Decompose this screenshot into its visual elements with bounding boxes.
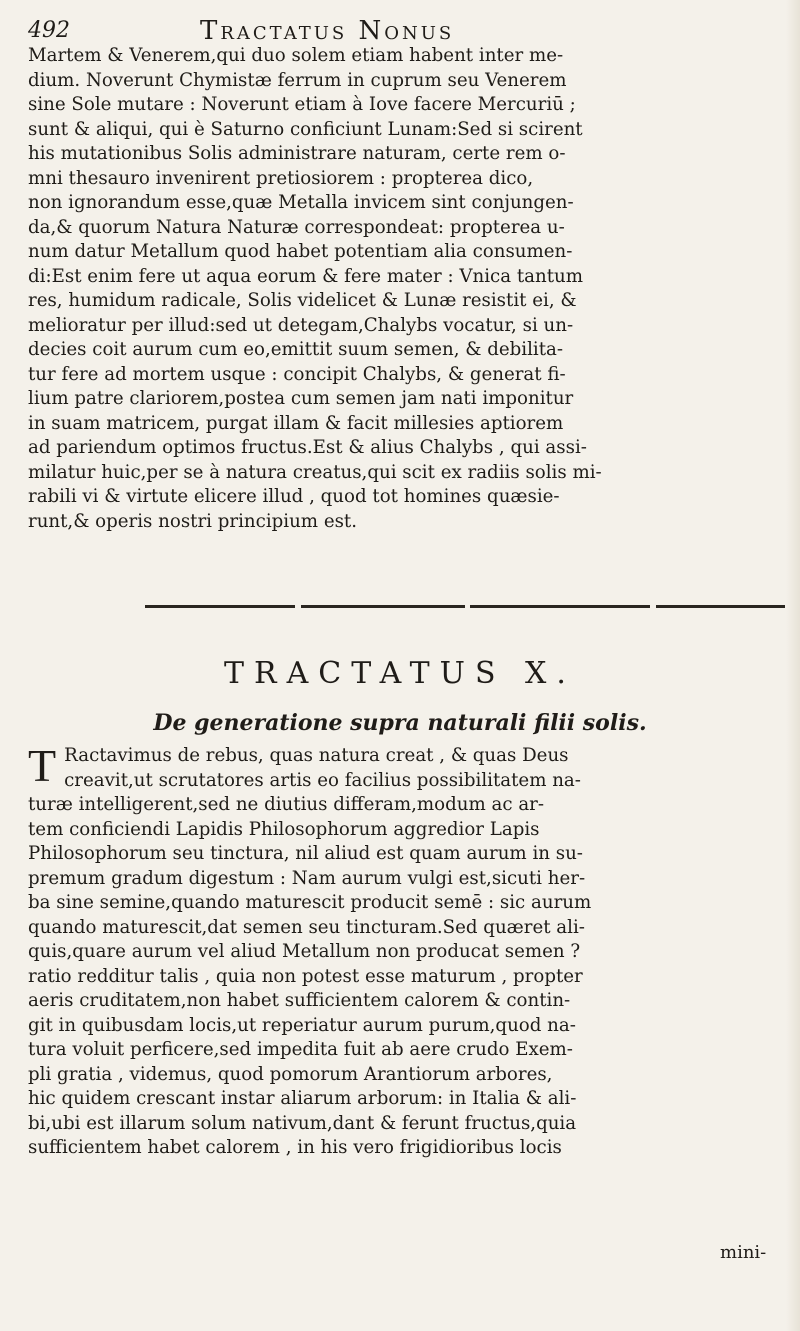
text-line: tem conficiendi Lapidis Philosophorum aggredior Lapis bbox=[28, 818, 540, 840]
text-line: aeris cruditatem,non habet sufficientem calorem & contin- bbox=[28, 990, 571, 1011]
text-line: da,& quorum Natura Naturæ correspondeat: propterea u- bbox=[28, 216, 565, 238]
text-line: rabili vi & virtute elicere illud , quod tot homines quæsie- bbox=[28, 486, 560, 507]
text-line: mni thesauro invenirent pretiosiorem : propterea dico, bbox=[28, 167, 534, 189]
page-number: 492 bbox=[28, 18, 70, 43]
text-line: decies coit aurum cum eo,emittit suum semen, & debilita- bbox=[28, 339, 564, 360]
text-line: lium patre clariorem,postea cum semen jam nati imponitur bbox=[28, 388, 574, 409]
text-line: Martem & Venerem,qui duo solem etiam habent inter me- bbox=[28, 45, 564, 66]
text-line: dium. Noverunt Chymistæ ferrum in cuprum seu Venerem bbox=[28, 69, 567, 91]
text-line: quando maturescit,dat semen seu tincturam.Sed quæret ali- bbox=[28, 916, 585, 938]
text-line: milatur huic,per se à natura creatus,qui scit ex radiis solis mi- bbox=[28, 461, 602, 483]
text-line: quis,quare aurum vel aliud Metallum non producat semen ? bbox=[28, 941, 581, 962]
text-line: Philosophorum seu tinctura, nil aliud est quam aurum in su- bbox=[28, 843, 583, 864]
text-line: sine Sole mutare : Noverunt etiam à Iove facere Mercuriū ; bbox=[28, 94, 576, 115]
text-line: pli gratia , videmus, quod pomorum Arantiorum arbores, bbox=[28, 1063, 553, 1085]
text-line: sunt & aliqui, qui è Saturno conficiunt Lunam:Sed si scirent bbox=[28, 118, 583, 140]
section-title: TRACTATUS X. bbox=[224, 656, 576, 691]
text-line: di:Est enim fere ut aqua eorum & fere mater : Vnica tantum bbox=[28, 265, 583, 287]
text-line: runt,& operis nostri principium est. bbox=[28, 510, 358, 532]
drop-cap: T bbox=[28, 740, 57, 791]
text-line: melioratur per illud:sed ut detegam,Chalybs vocatur, si un- bbox=[28, 314, 574, 336]
section-subtitle: De generatione supra naturali filii solis. bbox=[153, 710, 647, 736]
text-line: ratio redditur talis , quia non potest esse maturum , propter bbox=[28, 965, 583, 987]
ornamental-rule bbox=[145, 604, 785, 609]
text-line: non ignorandum esse,quæ Metalla invicem sint conjungen- bbox=[28, 192, 574, 213]
running-head-title: Tractatus Nonus bbox=[200, 16, 455, 46]
text-line: git in quibusdam locis,ut reperiatur aurum purum,quod na- bbox=[28, 1014, 576, 1036]
paragraph-2 bbox=[28, 740, 788, 1161]
text-line: turæ intelligerent,sed ne diutius differam,modum ac ar- bbox=[28, 794, 544, 815]
text-line: tura voluit perficere,sed impedita fuit ab aere crudo Exem- bbox=[28, 1039, 573, 1060]
text-line: in suam matricem, purgat illam & facit millesies aptiorem bbox=[28, 412, 564, 434]
paragraph-1 bbox=[28, 44, 788, 534]
text-line: ba sine semine,quando maturescit producit semē : sic aurum bbox=[28, 892, 592, 913]
text-line: hic quidem crescant instar aliarum arborum: in Italia & ali- bbox=[28, 1088, 577, 1109]
running-head bbox=[28, 12, 788, 48]
text-line: sufficientem habet calorem , in his vero frigidioribus locis bbox=[28, 1137, 562, 1158]
text-line: his mutationibus Solis administrare naturam, certe rem o- bbox=[28, 143, 566, 164]
text-line: premum gradum digestum : Nam aurum vulgi est,sicuti her- bbox=[28, 867, 586, 889]
text-line: creavit,ut scrutatores artis eo facilius possibilitatem na- bbox=[64, 769, 581, 791]
text-line: ad pariendum optimos fructus.Est & alius Chalybs , qui assi- bbox=[28, 437, 587, 458]
text-line: bi,ubi est illarum solum nativum,dant & ferunt fructus,quia bbox=[28, 1112, 577, 1134]
page-edge bbox=[786, 0, 800, 1331]
catchword: mini- bbox=[720, 1242, 767, 1263]
text-line: num datur Metallum quod habet potentiam alia consumen- bbox=[28, 241, 573, 262]
text-line: tur fere ad mortem usque : concipit Chalybs, & generat fi- bbox=[28, 363, 566, 385]
text-line: Ractavimus de rebus, quas natura creat , & quas Deus bbox=[64, 745, 569, 766]
text-line: res, humidum radicale, Solis videlicet & Lunæ resistit ei, & bbox=[28, 290, 577, 311]
